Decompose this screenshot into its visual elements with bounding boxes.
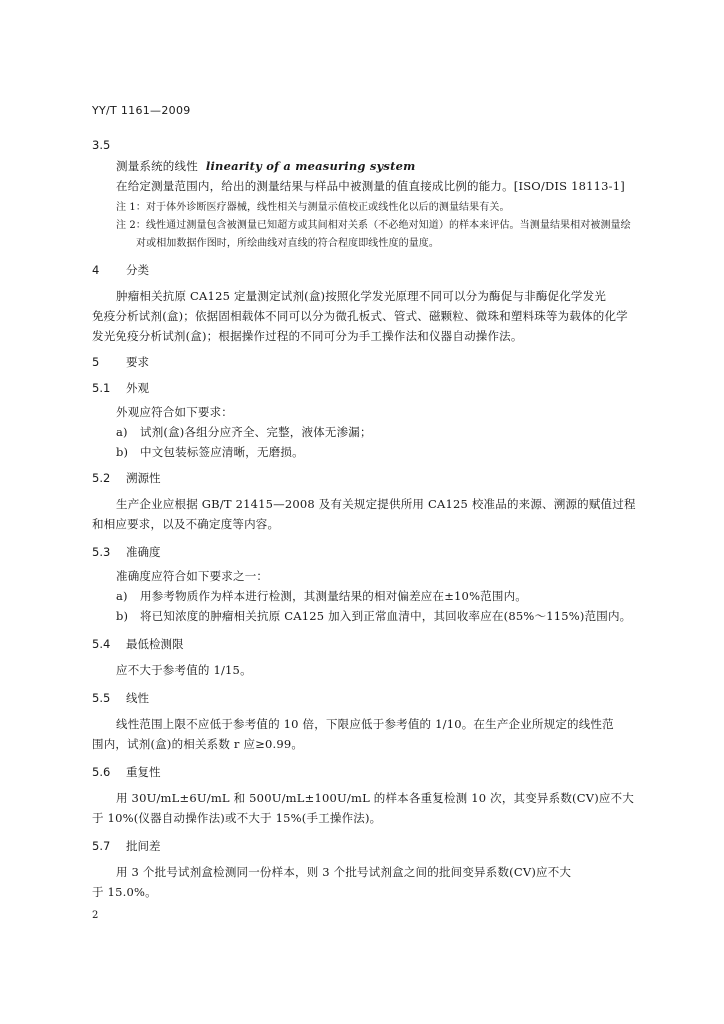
section-4-line-2: 免疫分析试剂(盒)；依据固相载体不同可以分为微孔板式、管式、磁颗粒、微珠和塑料珠等为载体的化学 xyxy=(92,309,628,323)
section-5-6-line-1: 用 30U/mL±6U/mL 和 500U/mL±100U/mL 的样本各重复检测 10 次，其变异系数(CV)应不大 xyxy=(116,791,634,805)
section-5-1-title: 外观 xyxy=(126,381,149,395)
section-5-2-line-2: 和相应要求，以及不确定度等内容。 xyxy=(92,517,280,531)
section-5-3-heading xyxy=(92,544,161,560)
section-5-5-line-1: 线性范围上限不应低于参考值的 10 倍，下限应低于参考值的 1/10。在生产企业所规定的线性范 xyxy=(116,717,614,731)
standard-code: YY/T 1161—2009 xyxy=(92,104,191,117)
section-5-5-heading xyxy=(92,690,149,706)
list-item xyxy=(116,424,372,440)
section-3-5-number: 3.5 xyxy=(92,138,111,152)
section-5-2-heading xyxy=(92,470,161,486)
section-5-number: 5 xyxy=(92,355,100,369)
list-item xyxy=(116,608,631,624)
section-5-3-number: 5.3 xyxy=(92,545,111,559)
section-5-4-title: 最低检测限 xyxy=(126,637,184,651)
section-4-title: 分类 xyxy=(126,263,149,277)
section-5-1-intro: 外观应符合如下要求： xyxy=(116,405,233,419)
list-item-text: 用参考物质作为样本进行检测，其测量结果的相对偏差应在±10%范围内。 xyxy=(140,589,527,603)
section-5-6-title: 重复性 xyxy=(126,765,161,779)
section-5-5-line-2: 围内，试剂(盒)的相关系数 r 应≥0.99。 xyxy=(92,737,304,751)
note-1: 注 1：对于体外诊断医疗器械，线性相关与测量示值校正或线性化以后的测量结果有关。 xyxy=(116,202,510,213)
list-item xyxy=(116,444,304,460)
page-number: 2 xyxy=(92,910,99,921)
section-4-heading xyxy=(92,262,149,278)
note-2-line-2: 对或相加数据作图时，所绘曲线对直线的符合程度即线性度的量度。 xyxy=(136,238,439,249)
section-5-7-number: 5.7 xyxy=(92,839,111,853)
section-5-4-text: 应不大于参考值的 1/15。 xyxy=(116,663,252,677)
section-5-7-line-1: 用 3 个批号试剂盒检测同一份样本，则 3 个批号试剂盒之间的批间变异系数(CV)应不大 xyxy=(116,865,572,879)
list-item xyxy=(116,588,527,604)
section-4-number: 4 xyxy=(92,263,100,277)
section-5-1-heading xyxy=(92,380,149,396)
section-5-7-heading xyxy=(92,838,161,854)
section-5-3-title: 准确度 xyxy=(126,545,161,559)
list-item-label: a) xyxy=(116,589,128,603)
list-item-text: 试剂(盒)各组分应齐全、完整，液体无渗漏； xyxy=(140,425,372,439)
list-item-label: b) xyxy=(116,609,129,623)
list-item-label: a) xyxy=(116,425,128,439)
section-5-6-line-2: 于 10%(仪器自动操作法)或不大于 15%(手工操作法)。 xyxy=(92,811,382,825)
list-item-label: b) xyxy=(116,445,129,459)
section-5-2-number: 5.2 xyxy=(92,471,111,485)
section-5-5-number: 5.5 xyxy=(92,691,111,705)
section-5-4-number: 5.4 xyxy=(92,637,111,651)
section-5-7-line-2: 于 15.0%。 xyxy=(92,885,157,899)
section-5-5-title: 线性 xyxy=(126,691,149,705)
section-5-6-heading xyxy=(92,764,161,780)
section-5-7-title: 批间差 xyxy=(126,839,161,853)
list-item-text: 将已知浓度的肿瘤相关抗原 CA125 加入到正常血清中，其回收率应在(85%～115%)范围内。 xyxy=(140,609,632,623)
section-5-1-number: 5.1 xyxy=(92,381,111,395)
section-4-line-1: 肿瘤相关抗原 CA125 定量测定试剂(盒)按照化学发光原理不同可以分为酶促与非酶促化学发光 xyxy=(116,289,607,303)
term-cn: 测量系统的线性 xyxy=(116,159,198,173)
term-entry xyxy=(116,158,416,174)
section-5-2-title: 溯源性 xyxy=(126,471,161,485)
section-5-heading xyxy=(92,354,149,370)
note-2-line-1: 注 2：线性通过测量包含被测量已知超方或其间相对关系（不必绝对知道）的样本来评估。当测量结果相对被测量绘 xyxy=(116,220,631,231)
section-5-3-intro: 准确度应符合如下要求之一： xyxy=(116,569,269,583)
section-5-title: 要求 xyxy=(126,355,149,369)
section-5-2-line-1: 生产企业应根据 GB/T 21415—2008 及有关规定提供所用 CA125 校准品的来源、溯源的赋值过程 xyxy=(116,497,636,511)
section-5-6-number: 5.6 xyxy=(92,765,111,779)
section-4-line-3: 发光免疫分析试剂(盒)；根据操作过程的不同可分为手工操作法和仪器自动操作法。 xyxy=(92,329,523,343)
term-definition: 在给定测量范围内，给出的测量结果与样品中被测量的值直接成比例的能力。[ISO/DIS 18113-1] xyxy=(116,179,625,193)
list-item-text: 中文包装标签应清晰，无磨损。 xyxy=(140,445,304,459)
section-5-4-heading xyxy=(92,636,184,652)
term-en: linearity of a measuring system xyxy=(205,159,416,173)
